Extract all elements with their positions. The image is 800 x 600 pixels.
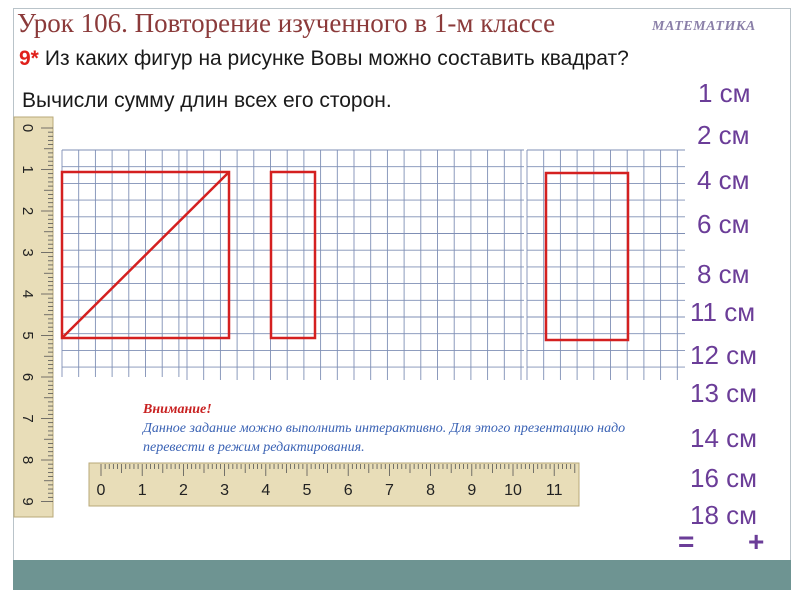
vertical-ruler-label: 6 (19, 372, 37, 382)
vova-figures (62, 172, 628, 340)
plus-sign[interactable]: + (748, 526, 765, 557)
subject-label: МАТЕМАТИКА (652, 19, 756, 34)
answer-6cm[interactable]: 6 см (697, 209, 750, 239)
vertical-ruler-label: 1 (19, 165, 37, 174)
vertical-ruler-label: 5 (19, 331, 37, 340)
vertical-ruler-label: 8 (19, 455, 37, 465)
graph-paper-grid (62, 150, 685, 380)
answer-2cm[interactable]: 2 см (697, 120, 750, 150)
lesson-title: Урок 106. Повторение изученного в 1-м классе (17, 8, 556, 38)
answer-8cm[interactable]: 8 см (697, 259, 750, 289)
horizontal-ruler-label: 10 (504, 482, 522, 499)
answer-14cm[interactable]: 14 см (690, 423, 758, 453)
interactive-notice (143, 400, 683, 457)
notice-text: Данное задание можно выполнить интерактивно. Для этого презентацию надо перевести в режим редактирования. (143, 421, 626, 455)
answer-12cm[interactable]: 12 см (690, 340, 758, 370)
task-question-text: Из каких фигур на рисунке Вовы можно составить квадрат? (44, 47, 629, 70)
answer-16cm[interactable]: 16 см (690, 463, 758, 493)
horizontal-ruler-label: 4 (261, 482, 271, 499)
horizontal-ruler-label: 6 (343, 482, 353, 499)
horizontal-ruler-label: 8 (426, 482, 436, 499)
vertical-ruler-label: 9 (19, 497, 37, 506)
task-number: 9* (19, 47, 39, 70)
horizontal-ruler-label: 1 (137, 482, 147, 499)
task-instruction: Вычисли сумму длин всех его сторон. (22, 89, 392, 112)
horizontal-ruler-label: 7 (384, 482, 394, 499)
vertical-ruler-label: 0 (19, 123, 37, 133)
vertical-ruler-label: 7 (19, 414, 37, 423)
horizontal-ruler-label: 2 (178, 482, 188, 499)
answer-1cm[interactable]: 1 см (698, 78, 751, 108)
answer-11cm[interactable]: 11 см (690, 297, 756, 327)
figure-narrow-rectangle[interactable] (271, 172, 315, 338)
figure-wide-rectangle[interactable] (546, 173, 628, 340)
vertical-ruler-label: 2 (19, 206, 37, 216)
equals-sign[interactable]: = (678, 526, 695, 557)
vertical-ruler[interactable] (14, 117, 53, 517)
horizontal-ruler-label: 9 (467, 482, 477, 499)
answer-18cm[interactable]: 18 см (690, 500, 758, 530)
horizontal-ruler[interactable] (89, 463, 579, 506)
horizontal-ruler-label: 3 (220, 482, 230, 499)
horizontal-ruler-label: 0 (96, 482, 106, 499)
notice-heading: Внимание! (143, 402, 212, 417)
vertical-ruler-label: 4 (19, 289, 37, 299)
vertical-ruler-label: 3 (19, 248, 37, 257)
horizontal-ruler-label: 5 (302, 482, 312, 499)
horizontal-ruler-label: 11 (545, 482, 563, 499)
answer-4cm[interactable]: 4 см (697, 165, 750, 195)
answer-13cm[interactable]: 13 см (690, 378, 758, 408)
